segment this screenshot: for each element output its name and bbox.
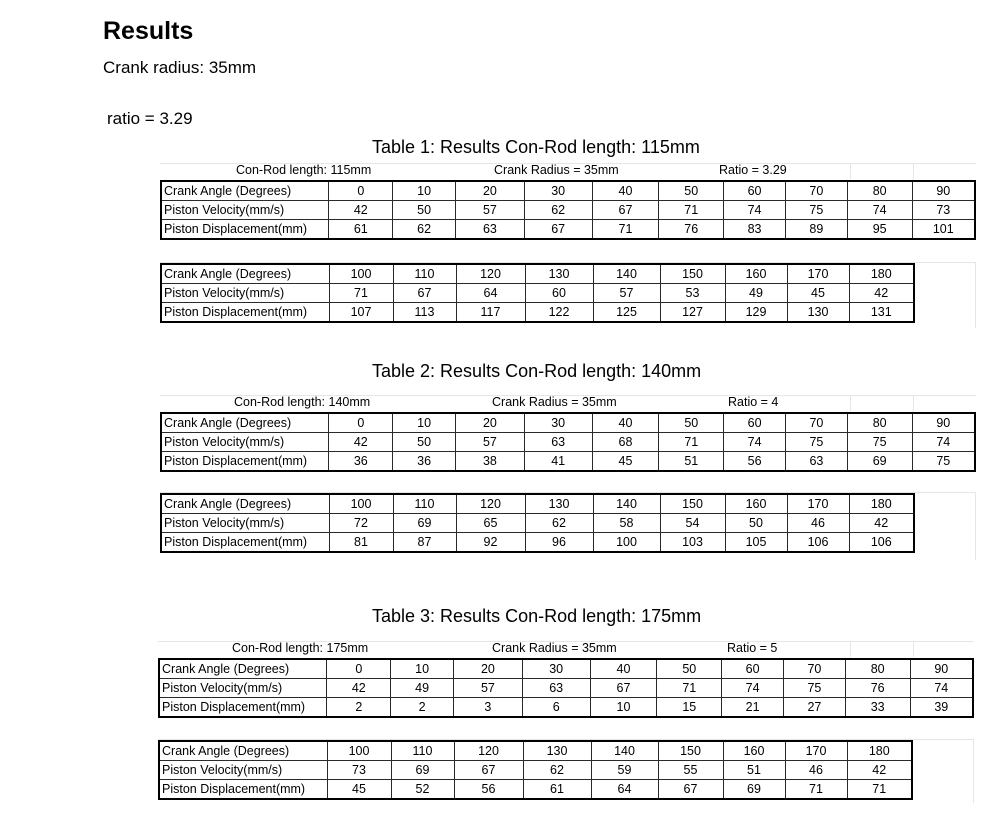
table-cell: 57	[456, 201, 525, 220]
table-cell: 57	[593, 284, 660, 303]
table-cell: 72	[329, 514, 393, 533]
table-cell: 160	[725, 494, 787, 514]
page-heading: Results	[103, 17, 194, 45]
table-cell: 63	[456, 220, 525, 240]
table-cell: 106	[787, 533, 849, 553]
table-1-title: Table 1: Results Con-Rod length: 115mm	[372, 137, 700, 157]
ratio-header: Ratio = 3.29	[719, 163, 787, 177]
row-label: Piston Displacement(mm)	[161, 303, 329, 323]
table-cell: 45	[787, 284, 849, 303]
table-cell: 170	[787, 494, 849, 514]
table-cell: 80	[845, 659, 910, 679]
row-label: Piston Velocity(mm/s)	[161, 284, 329, 303]
header-separator	[850, 395, 851, 411]
table-cell: 68	[592, 433, 659, 452]
table-row	[161, 533, 914, 553]
table-cell: 57	[454, 679, 523, 698]
header-separator	[913, 163, 914, 179]
table-cell: 42	[849, 284, 914, 303]
table-cell: 70	[783, 659, 845, 679]
con-rod-length-header: Con-Rod length: 115mm	[236, 163, 372, 177]
table-1-part-1	[160, 180, 976, 240]
table-cell: 160	[723, 741, 785, 761]
table-cell: 81	[329, 533, 393, 553]
table-row	[159, 698, 973, 718]
table-cell: 10	[393, 413, 456, 433]
table-cell: 127	[660, 303, 725, 323]
row-label: Crank Angle (Degrees)	[161, 413, 329, 433]
row-label: Piston Velocity(mm/s)	[161, 201, 329, 220]
ratio-text: ratio = 3.29	[107, 109, 193, 128]
table-row	[161, 303, 914, 323]
row-label: Piston Velocity(mm/s)	[159, 761, 327, 780]
row-label: Crank Angle (Degrees)	[161, 181, 329, 201]
table-cell: 87	[393, 533, 456, 553]
table-cell: 103	[660, 533, 725, 553]
table-cell: 20	[454, 659, 523, 679]
table-cell: 160	[725, 264, 787, 284]
table-cell: 89	[785, 220, 847, 240]
table-cell: 80	[847, 181, 912, 201]
con-rod-length-header: Con-Rod length: 140mm	[234, 395, 371, 409]
table-cell: 67	[524, 220, 592, 240]
table-cell: 54	[660, 514, 725, 533]
table-cell: 50	[393, 433, 456, 452]
table-cell: 71	[329, 284, 393, 303]
table-row	[161, 433, 975, 452]
column-rule	[975, 262, 976, 328]
table-cell: 30	[522, 659, 590, 679]
table-cell: 60	[722, 659, 784, 679]
crank-radius-header: Crank Radius = 35mm	[494, 163, 619, 177]
table-cell: 120	[456, 494, 525, 514]
table-cell: 60	[525, 284, 593, 303]
table-cell: 110	[391, 741, 454, 761]
row-label: Piston Velocity(mm/s)	[161, 514, 329, 533]
table-cell: 140	[593, 494, 660, 514]
crank-radius-header: Crank Radius = 35mm	[492, 395, 617, 409]
table-cell: 42	[327, 679, 391, 698]
table-cell: 63	[522, 679, 590, 698]
table-2-part-2	[160, 493, 915, 553]
header-separator	[850, 641, 851, 657]
table-cell: 130	[525, 494, 593, 514]
table-cell: 180	[849, 494, 914, 514]
table-row	[161, 284, 914, 303]
table-cell: 63	[785, 452, 847, 472]
table-cell: 70	[785, 413, 847, 433]
table-row	[161, 413, 975, 433]
header-separator	[913, 641, 914, 657]
table-cell: 100	[329, 494, 393, 514]
table-cell: 90	[910, 659, 973, 679]
table-3	[158, 641, 974, 807]
table-cell: 105	[725, 533, 787, 553]
table-cell: 6	[522, 698, 590, 718]
table-cell: 10	[391, 659, 454, 679]
table-cell: 30	[524, 413, 592, 433]
table-cell: 130	[787, 303, 849, 323]
table-cell: 30	[524, 181, 592, 201]
table-cell: 51	[659, 452, 724, 472]
table-row	[161, 514, 914, 533]
table-cell: 170	[785, 741, 847, 761]
table-cell: 140	[593, 264, 660, 284]
row-label: Crank Angle (Degrees)	[161, 264, 329, 284]
table-2-title: Table 2: Results Con-Rod length: 140mm	[372, 361, 702, 381]
table-cell: 71	[659, 201, 724, 220]
table-cell: 100	[329, 264, 393, 284]
table-row	[161, 201, 975, 220]
table-cell: 170	[787, 264, 849, 284]
table-row	[161, 494, 914, 514]
table-cell: 71	[785, 780, 847, 800]
table-row	[159, 761, 912, 780]
table-cell: 101	[912, 220, 975, 240]
ratio-header: Ratio = 5	[727, 641, 778, 655]
table-2	[160, 395, 976, 563]
table-row	[161, 220, 975, 240]
row-label: Crank Angle (Degrees)	[159, 741, 327, 761]
crank-radius-header: Crank Radius = 35mm	[492, 641, 617, 655]
table-cell: 56	[724, 452, 786, 472]
con-rod-length-header: Con-Rod length: 175mm	[232, 641, 369, 655]
table-cell: 3	[454, 698, 523, 718]
table-cell: 20	[456, 413, 525, 433]
table-cell: 106	[849, 533, 914, 553]
table-cell: 69	[723, 780, 785, 800]
table-cell: 10	[393, 181, 456, 201]
table-cell: 100	[327, 741, 391, 761]
table-row	[159, 679, 973, 698]
row-label: Piston Displacement(mm)	[159, 698, 327, 718]
table-cell: 49	[391, 679, 454, 698]
table-cell: 73	[912, 201, 975, 220]
table-cell: 70	[785, 181, 847, 201]
table-cell: 76	[659, 220, 724, 240]
table-cell: 69	[393, 514, 456, 533]
row-label: Crank Angle (Degrees)	[161, 494, 329, 514]
table-cell: 40	[590, 659, 657, 679]
table-cell: 122	[525, 303, 593, 323]
row-label: Piston Displacement(mm)	[161, 452, 329, 472]
table-cell: 130	[525, 264, 593, 284]
table-cell: 51	[723, 761, 785, 780]
table-cell: 74	[724, 201, 786, 220]
table-cell: 20	[456, 181, 525, 201]
table-cell: 150	[660, 264, 725, 284]
table-cell: 74	[722, 679, 784, 698]
table-cell: 74	[724, 433, 786, 452]
table-cell: 83	[724, 220, 786, 240]
table-row	[159, 780, 912, 800]
table-cell: 42	[849, 514, 914, 533]
table-cell: 129	[725, 303, 787, 323]
table-cell: 50	[657, 659, 722, 679]
table-cell: 36	[393, 452, 456, 472]
row-label: Piston Displacement(mm)	[161, 220, 329, 240]
table-cell: 75	[785, 201, 847, 220]
table-3-title: Table 3: Results Con-Rod length: 175mm	[372, 606, 702, 626]
table-cell: 71	[847, 780, 912, 800]
table-cell: 45	[592, 452, 659, 472]
table-cell: 45	[327, 780, 391, 800]
table-cell: 33	[845, 698, 910, 718]
table-cell: 90	[912, 413, 975, 433]
table-cell: 39	[910, 698, 973, 718]
table-cell: 61	[329, 220, 393, 240]
table-1	[160, 163, 976, 331]
table-cell: 27	[783, 698, 845, 718]
table-cell: 180	[849, 264, 914, 284]
table-cell: 120	[456, 264, 525, 284]
table-cell: 64	[591, 780, 658, 800]
table-cell: 69	[391, 761, 454, 780]
table-cell: 67	[393, 284, 456, 303]
table-cell: 95	[847, 220, 912, 240]
table-cell: 55	[658, 761, 723, 780]
table-3-part-1	[158, 658, 974, 718]
table-cell: 71	[659, 433, 724, 452]
table-cell: 2	[327, 698, 391, 718]
table-cell: 46	[787, 514, 849, 533]
table-cell: 73	[327, 761, 391, 780]
table-cell: 0	[329, 181, 393, 201]
table-cell: 15	[657, 698, 722, 718]
table-cell: 150	[660, 494, 725, 514]
table-cell: 67	[592, 201, 659, 220]
table-2-part-1	[160, 412, 976, 472]
table-cell: 64	[456, 284, 525, 303]
table-cell: 113	[393, 303, 456, 323]
table-cell: 75	[785, 433, 847, 452]
table-cell: 2	[391, 698, 454, 718]
table-cell: 61	[523, 780, 591, 800]
table-cell: 62	[524, 201, 592, 220]
table-row	[161, 452, 975, 472]
table-cell: 0	[327, 659, 391, 679]
table-cell: 56	[454, 780, 523, 800]
table-row	[159, 741, 912, 761]
row-label: Piston Velocity(mm/s)	[159, 679, 327, 698]
table-cell: 140	[591, 741, 658, 761]
table-cell: 125	[593, 303, 660, 323]
table-cell: 57	[456, 433, 525, 452]
table-cell: 50	[393, 201, 456, 220]
table-cell: 75	[847, 433, 912, 452]
header-separator	[850, 163, 851, 179]
table-3-part-2	[158, 740, 913, 800]
table-cell: 40	[592, 413, 659, 433]
ratio-header: Ratio = 4	[728, 395, 779, 409]
table-cell: 63	[524, 433, 592, 452]
table-cell: 110	[393, 264, 456, 284]
table-cell: 40	[592, 181, 659, 201]
crank-radius-text: Crank radius: 35mm	[103, 58, 257, 77]
table-cell: 65	[456, 514, 525, 533]
table-cell: 49	[725, 284, 787, 303]
table-cell: 117	[456, 303, 525, 323]
table-cell: 110	[393, 494, 456, 514]
table-cell: 62	[393, 220, 456, 240]
table-cell: 80	[847, 413, 912, 433]
table-cell: 38	[456, 452, 525, 472]
table-cell: 75	[912, 452, 975, 472]
table-cell: 62	[525, 514, 593, 533]
table-cell: 59	[591, 761, 658, 780]
table-cell: 58	[593, 514, 660, 533]
table-cell: 150	[658, 741, 723, 761]
column-rule	[975, 492, 976, 560]
table-cell: 71	[657, 679, 722, 698]
table-cell: 180	[847, 741, 912, 761]
table-cell: 53	[660, 284, 725, 303]
table-cell: 21	[722, 698, 784, 718]
table-cell: 92	[456, 533, 525, 553]
table-cell: 100	[593, 533, 660, 553]
table-cell: 52	[391, 780, 454, 800]
table-cell: 0	[329, 413, 393, 433]
table-row	[161, 264, 914, 284]
table-cell: 71	[592, 220, 659, 240]
table-cell: 42	[847, 761, 912, 780]
header-separator	[913, 395, 914, 411]
table-cell: 90	[912, 181, 975, 201]
table-cell: 67	[658, 780, 723, 800]
table-cell: 76	[845, 679, 910, 698]
table-cell: 74	[847, 201, 912, 220]
table-cell: 131	[849, 303, 914, 323]
row-label: Crank Angle (Degrees)	[159, 659, 327, 679]
table-cell: 60	[724, 181, 786, 201]
table-cell: 42	[329, 201, 393, 220]
table-cell: 42	[329, 433, 393, 452]
table-cell: 60	[724, 413, 786, 433]
column-rule	[973, 739, 974, 803]
table-cell: 107	[329, 303, 393, 323]
row-label: Piston Displacement(mm)	[159, 780, 327, 800]
row-label: Piston Velocity(mm/s)	[161, 433, 329, 452]
table-cell: 69	[847, 452, 912, 472]
table-cell: 50	[725, 514, 787, 533]
table-row	[159, 659, 973, 679]
table-cell: 50	[659, 181, 724, 201]
table-cell: 36	[329, 452, 393, 472]
table-cell: 120	[454, 741, 523, 761]
table-cell: 10	[590, 698, 657, 718]
table-cell: 41	[524, 452, 592, 472]
table-cell: 67	[454, 761, 523, 780]
table-row	[161, 181, 975, 201]
row-label: Piston Displacement(mm)	[161, 533, 329, 553]
table-cell: 130	[523, 741, 591, 761]
table-cell: 74	[910, 679, 973, 698]
table-cell: 46	[785, 761, 847, 780]
table-cell: 96	[525, 533, 593, 553]
table-cell: 62	[523, 761, 591, 780]
table-cell: 67	[590, 679, 657, 698]
table-cell: 50	[659, 413, 724, 433]
table-1-part-2	[160, 263, 915, 323]
table-cell: 74	[912, 433, 975, 452]
table-cell: 75	[783, 679, 845, 698]
